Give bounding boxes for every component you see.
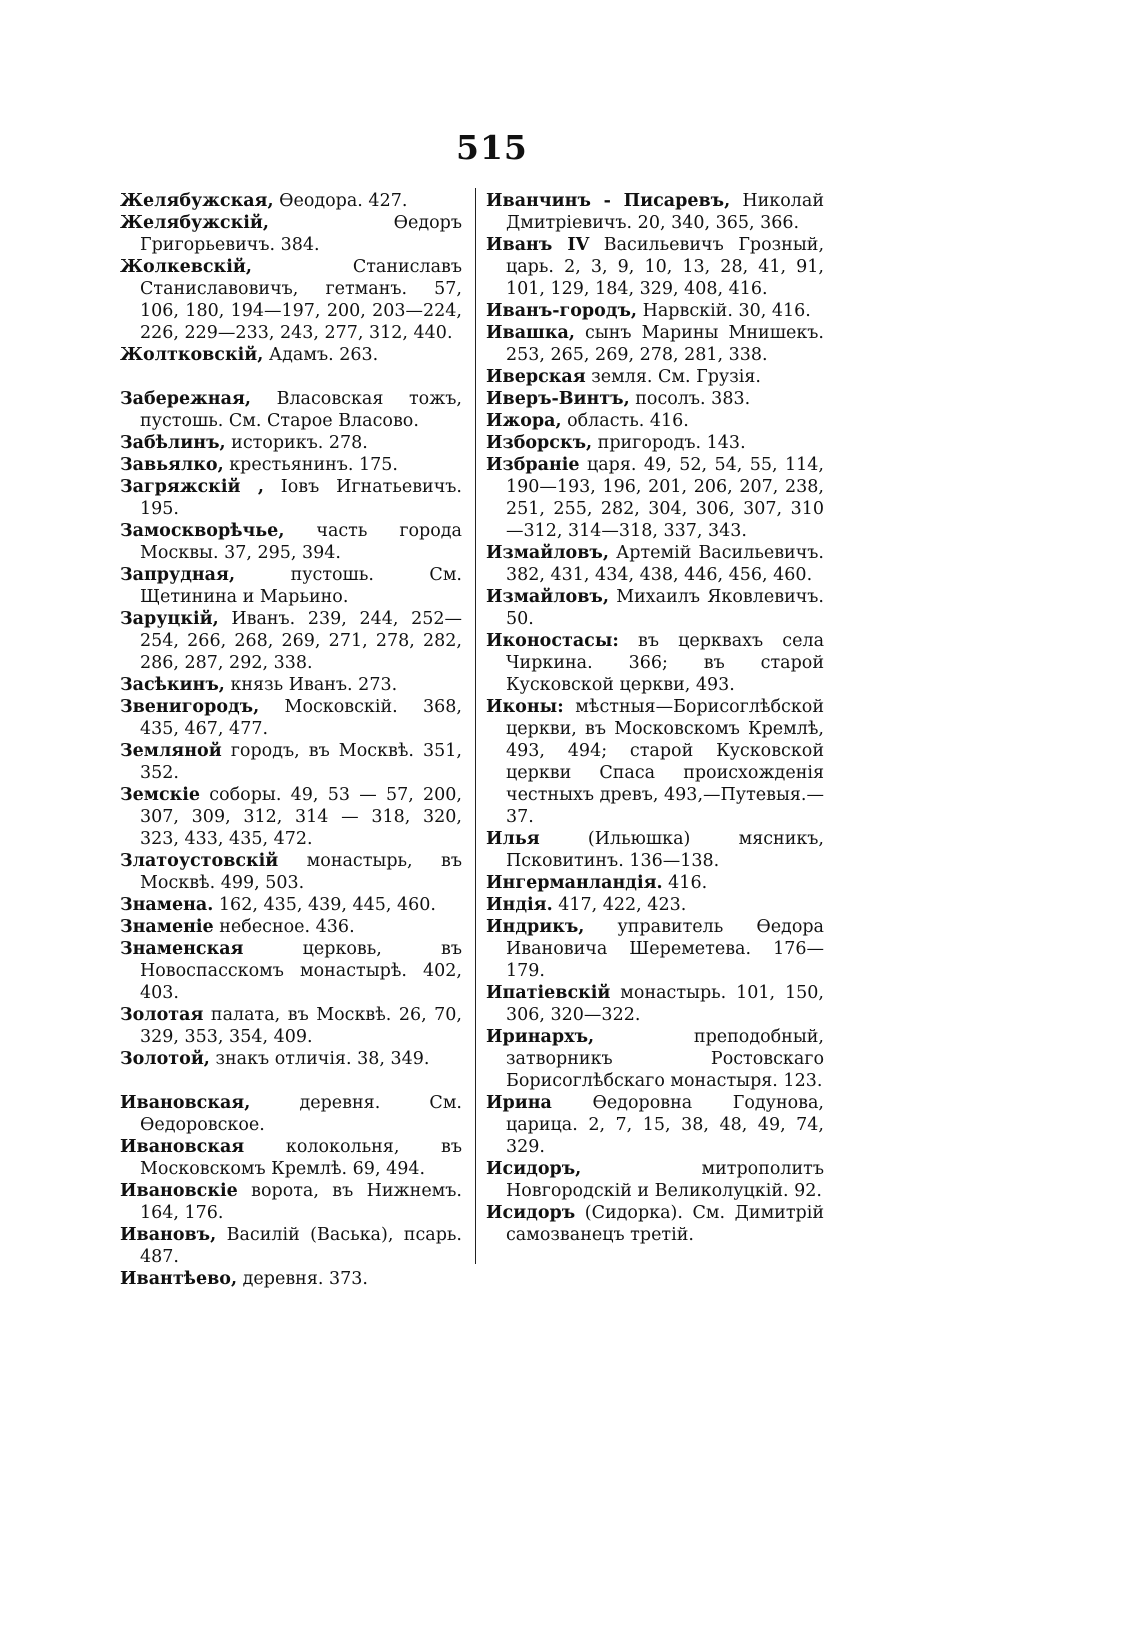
column-divider xyxy=(475,188,476,1264)
index-entry xyxy=(120,388,462,432)
entry-heading: Загряжскій , xyxy=(120,477,264,497)
index-entry xyxy=(486,454,824,542)
index-entry xyxy=(120,784,462,850)
index-column-right xyxy=(486,190,824,1246)
index-entry xyxy=(120,850,462,894)
index-entry xyxy=(486,1158,824,1202)
entry-heading: Изборскъ, xyxy=(486,433,593,453)
entry-heading: Желябужская, xyxy=(120,191,274,211)
entry-heading: Засѣкинъ, xyxy=(120,675,225,695)
entry-text: (Сидорка). См. Димитрій самозванецъ третій. xyxy=(506,1203,824,1245)
entry-text: историкъ. 278. xyxy=(225,433,368,453)
entry-heading: Желябужскій, xyxy=(120,213,269,233)
entry-text: палата, въ Москвѣ. 26, 70, 329, 353, 354, 409. xyxy=(140,1005,462,1047)
entry-text: (Ильюшка) мясникъ, Псковитинъ. 136—138. xyxy=(506,829,824,871)
entry-heading: Иринархъ, xyxy=(486,1027,595,1047)
index-entry xyxy=(486,190,824,234)
entry-text: деревня. См. Ѳедоровское. xyxy=(140,1093,462,1135)
index-entry xyxy=(120,608,462,674)
entry-heading: Ивашка, xyxy=(486,323,575,343)
index-entry xyxy=(486,916,824,982)
entry-text: пригородъ. 143. xyxy=(592,433,746,453)
entry-heading: Забѣлинъ, xyxy=(120,433,226,453)
entry-text: Михаилъ Яковлевичъ. 50. xyxy=(506,587,824,629)
entry-text: мѣстныя—Борисоглѣбской церкви, въ Московскомъ Кремлѣ, 493, 494; старой Кусковской церкви Спаса происхожденія честныхъ древъ, 493,—Путевыя.—37. xyxy=(506,697,824,827)
entry-text: управитель Ѳедора Ивановича Шереметева. 176—179. xyxy=(506,917,824,981)
index-entry xyxy=(120,1136,462,1180)
entry-heading: Ижора, xyxy=(486,411,562,431)
index-entry xyxy=(120,674,462,696)
index-entry xyxy=(120,1180,462,1224)
entry-text: Ѳеодора. 427. xyxy=(273,191,408,211)
index-entry xyxy=(486,630,824,696)
entry-heading: Замоскворѣчье, xyxy=(120,521,285,541)
entry-text: монастырь, въ Москвѣ. 499, 503. xyxy=(140,851,462,893)
index-entry xyxy=(486,894,824,916)
index-entry xyxy=(486,872,824,894)
entry-text: Іовъ Игнатьевичъ. 195. xyxy=(140,477,462,519)
entry-heading: Завьялко, xyxy=(120,455,224,475)
entry-heading: Индія. xyxy=(486,895,553,915)
entry-heading: Ивановская xyxy=(120,1137,245,1157)
index-entry xyxy=(120,1092,462,1136)
index-entry xyxy=(120,894,462,916)
entry-text: Артемій Васильевичъ. 382, 431, 434, 438, 446, 456, 460. xyxy=(506,543,824,585)
index-entry xyxy=(486,1092,824,1158)
entry-heading: Звенигородъ, xyxy=(120,697,260,717)
entry-text: пустошь. См. Щетинина и Марьино. xyxy=(140,565,462,607)
entry-text: Васильевичъ Грозный, царь. 2, 3, 9, 10, 13, 28, 41, 91, 101, 129, 184, 329, 408, 416. xyxy=(506,235,825,299)
entry-heading: Жолтковскій, xyxy=(120,345,264,365)
entry-heading: Ипатіевскій xyxy=(486,983,611,1003)
entry-text: 416. xyxy=(662,873,708,893)
entry-heading: Иверъ-Винтъ, xyxy=(486,389,630,409)
entry-text: Василій (Васька), псарь. 487. xyxy=(140,1225,462,1267)
entry-heading: Заруцкій, xyxy=(120,609,219,629)
index-entry xyxy=(486,300,824,322)
index-entry xyxy=(120,938,462,1004)
index-entry xyxy=(120,256,462,344)
entry-heading: Золотой, xyxy=(120,1049,210,1069)
entry-heading: Иванъ-городъ, xyxy=(486,301,638,321)
entry-text: ворота, въ Нижнемъ. 164, 176. xyxy=(140,1181,462,1223)
index-entry xyxy=(120,190,462,212)
entry-text: Иванъ. 239, 244, 252—254, 266, 268, 269, 271, 278, 282, 286, 287, 292, 338. xyxy=(140,609,462,673)
entry-heading: Ивановскіе xyxy=(120,1181,238,1201)
entry-heading: Ирина xyxy=(486,1093,552,1113)
page-number: 515 xyxy=(456,128,528,167)
entry-text: соборы. 49, 53 — 57, 200, 307, 309, 312, 314 — 318, 320, 323, 433, 435, 472. xyxy=(140,785,462,849)
index-entry xyxy=(120,1224,462,1268)
entry-text: 417, 422, 423. xyxy=(552,895,687,915)
index-entry xyxy=(120,1048,462,1070)
entry-heading: Иверская xyxy=(486,367,586,387)
entry-heading: Ингерманландія. xyxy=(486,873,663,893)
entry-heading: Иконостасы: xyxy=(486,631,619,651)
entry-text: городъ, въ Москвѣ. 351, 352. xyxy=(140,741,462,783)
entry-heading: Златоустовскій xyxy=(120,851,279,871)
entry-text: небесное. 436. xyxy=(213,917,355,937)
entry-text: Московскій. 368, 435, 467, 477. xyxy=(140,697,462,739)
entry-text: Николай Дмитріевичъ. 20, 340, 365, 366. xyxy=(506,191,824,233)
entry-text: монастырь. 101, 150, 306, 320—322. xyxy=(506,983,824,1025)
entry-heading: Запрудная, xyxy=(120,565,236,585)
index-entry xyxy=(120,454,462,476)
entry-heading: Исидоръ xyxy=(486,1203,576,1223)
entry-heading: Земляной xyxy=(120,741,222,761)
index-entry xyxy=(120,212,462,256)
index-entry xyxy=(120,476,462,520)
index-entry xyxy=(486,322,824,366)
entry-heading: Ивановская, xyxy=(120,1093,251,1113)
index-column-left xyxy=(120,190,462,1290)
entry-text: сынъ Марины Мнишекъ. 253, 265, 269, 278, 281, 338. xyxy=(506,323,824,365)
index-entry xyxy=(486,410,824,432)
entry-text: область. 416. xyxy=(561,411,689,431)
index-entry xyxy=(486,234,824,300)
entry-text: Адамъ. 263. xyxy=(263,345,379,365)
entry-heading: Исидоръ, xyxy=(486,1159,582,1179)
index-entry xyxy=(120,520,462,564)
entry-heading: Измайловъ, xyxy=(486,543,609,563)
entry-text: въ церквахъ села Чиркина. 366; въ старой Кусковской церкви, 493. xyxy=(506,631,824,695)
index-entry xyxy=(486,982,824,1026)
index-entry xyxy=(120,1004,462,1048)
entry-text: митрополитъ Новгородскій и Великолуцкій. 92. xyxy=(506,1159,824,1201)
entry-heading: Индрикъ, xyxy=(486,917,585,937)
entry-heading: Забережная, xyxy=(120,389,251,409)
index-entry xyxy=(486,366,824,388)
index-entry xyxy=(120,740,462,784)
entry-text: Ѳедоровна Годунова, царица. 2, 7, 15, 38, 48, 49, 74, 329. xyxy=(506,1093,824,1157)
entry-heading: Иванчинъ - Писаревъ, xyxy=(486,191,731,211)
index-entry xyxy=(486,1202,824,1246)
entry-text: преподобный, затворникъ Ростовскаго Борисоглѣбскаго монастыря. 123. xyxy=(506,1027,824,1091)
entry-heading: Избраніе xyxy=(486,455,580,475)
entry-text: Станиславъ Станиславовичъ, гетманъ. 57, 106, 180, 194—197, 200, 203—224, 226, 229—233, 243, 277, 312, 440. xyxy=(140,257,462,343)
entry-text: Власовская тожъ, пустошь. См. Старое Власово. xyxy=(140,389,462,431)
entry-text: Ѳедоръ Григорьевичъ. 384. xyxy=(140,213,462,255)
index-entry xyxy=(486,696,824,828)
entry-text: князь Иванъ. 273. xyxy=(224,675,398,695)
index-entry xyxy=(486,828,824,872)
entry-heading: Ивановъ, xyxy=(120,1225,217,1245)
entry-text: колокольня, въ Московскомъ Кремлѣ. 69, 494. xyxy=(140,1137,462,1179)
entry-heading: Земскіе xyxy=(120,785,201,805)
entry-heading: Знаменская xyxy=(120,939,244,959)
entry-heading: Жолкевскій, xyxy=(120,257,252,277)
index-entry xyxy=(120,564,462,608)
entry-text: 162, 435, 439, 445, 460. xyxy=(213,895,436,915)
entry-text: Нарвскій. 30, 416. xyxy=(637,301,811,321)
entry-heading: Знаменіе xyxy=(120,917,214,937)
entry-text: земля. См. Грузія. xyxy=(585,367,761,387)
entry-heading: Золотая xyxy=(120,1005,204,1025)
index-entry xyxy=(120,696,462,740)
index-entry xyxy=(486,388,824,410)
entry-text: часть города Москвы. 37, 295, 394. xyxy=(140,521,462,563)
index-entry xyxy=(120,344,462,366)
entry-text: крестьянинъ. 175. xyxy=(223,455,398,475)
entry-text: посолъ. 383. xyxy=(629,389,751,409)
entry-text: деревня. 373. xyxy=(237,1269,368,1289)
entry-heading: Знамена. xyxy=(120,895,214,915)
index-entry xyxy=(486,432,824,454)
index-entry xyxy=(120,432,462,454)
entry-heading: Иванъ IV xyxy=(486,235,590,255)
entry-text: церковь, въ Новоспасскомъ монастырѣ. 402, 403. xyxy=(140,939,462,1003)
entry-text: царя. 49, 52, 54, 55, 114, 190—193, 196, 201, 206, 207, 238, 251, 255, 282, 304, 306, 307, 310—312, 314—318, 337, 343. xyxy=(506,455,824,541)
entry-heading: Ивантѣево, xyxy=(120,1269,238,1289)
entry-text: знакъ отличія. 38, 349. xyxy=(209,1049,430,1069)
index-entry xyxy=(486,542,824,586)
entry-heading: Илья xyxy=(486,829,540,849)
index-entry xyxy=(486,1026,824,1092)
index-entry xyxy=(120,916,462,938)
entry-heading: Иконы: xyxy=(486,697,564,717)
entry-heading: Измайловъ, xyxy=(486,587,609,607)
index-entry xyxy=(486,586,824,630)
index-entry xyxy=(120,1268,462,1290)
